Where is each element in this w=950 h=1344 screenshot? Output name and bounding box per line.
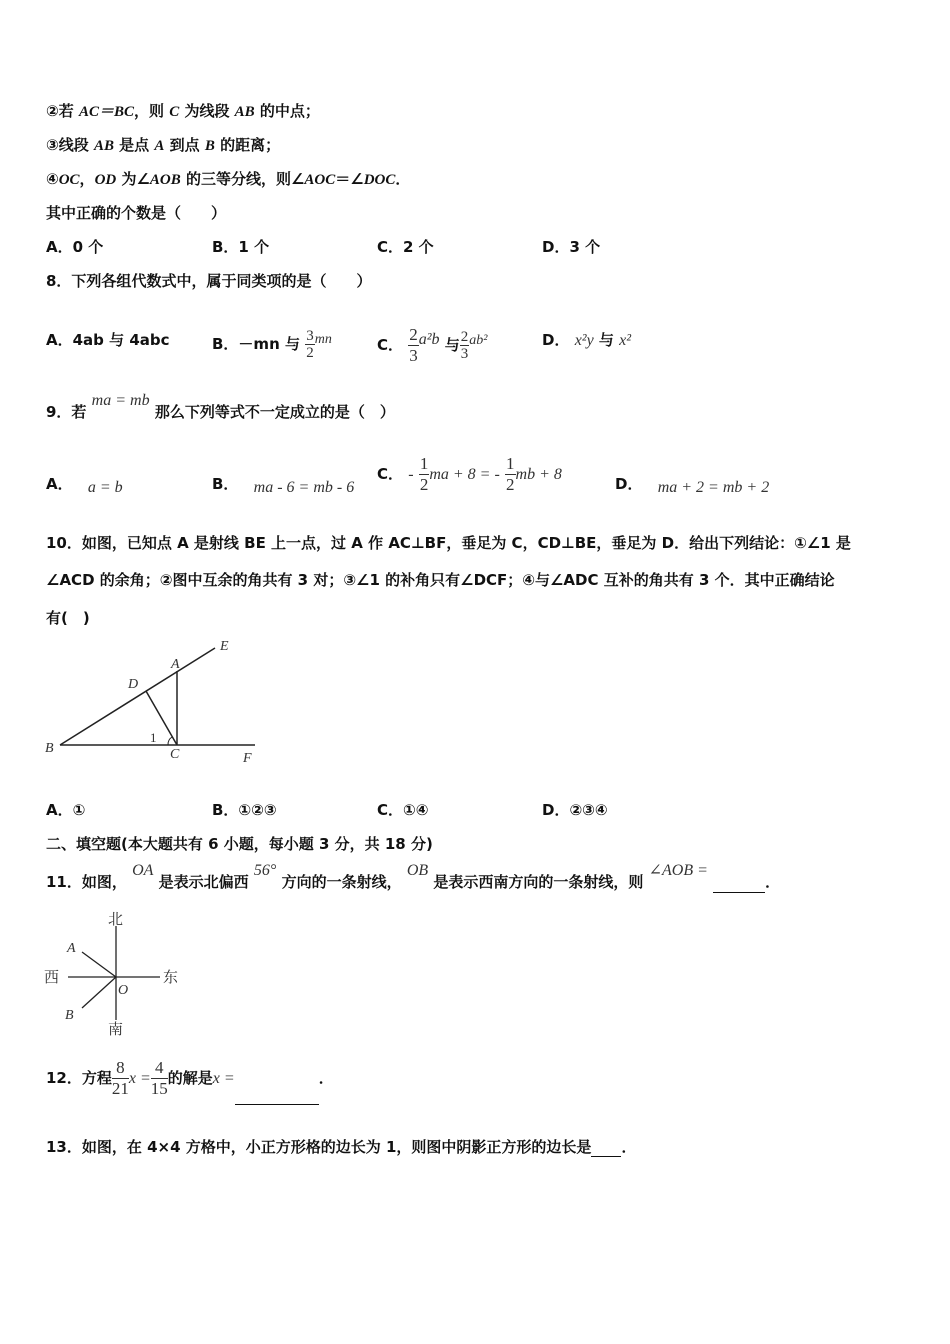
q9-option-b	[212, 474, 354, 495]
fraction	[408, 325, 419, 366]
math-text: B	[204, 138, 215, 154]
label-b: B	[45, 741, 54, 756]
q10-option-b: B．①②③	[212, 801, 277, 819]
label-north: 北	[108, 912, 124, 928]
text: ，	[79, 170, 95, 188]
angle-1-arc	[168, 737, 172, 745]
math-text: AOC	[304, 172, 336, 188]
q11-stem	[46, 862, 781, 893]
numerator: 3	[306, 328, 314, 344]
text: 为线段	[179, 102, 235, 120]
option-label: C．	[377, 465, 404, 483]
math-text: mn	[314, 332, 332, 347]
math-text: DOC	[363, 172, 396, 188]
math-text: ma = mb	[91, 392, 150, 409]
q10-line-1: 10．如图，已知点 A 是射线 BE 上一点，过 A 作 AC⊥BF，垂足为 C，CD⊥BE，垂足为 D．给出下列结论：①∠1 是	[46, 534, 851, 552]
math-text: x =	[128, 1070, 151, 1087]
option-label: B．	[212, 475, 239, 493]
text: 是表示西南方向的一条射线，则	[433, 873, 644, 891]
label-d: D	[128, 677, 139, 692]
text: 12．方程	[46, 1069, 112, 1087]
q9-option-d	[615, 474, 769, 495]
text: 为∠	[116, 170, 150, 188]
math-text: OB	[406, 862, 429, 879]
math-text: x =	[212, 1070, 235, 1087]
text: 方向的一条射线，	[281, 873, 402, 891]
q9-option-a	[46, 474, 123, 495]
text: 13．如图，在 4×4 方格中，小正方形格的边长为 1，则图中阴影正方形的边长是	[46, 1138, 592, 1156]
math-text: AOB	[149, 172, 181, 188]
denominator: 3	[409, 346, 418, 365]
math-text: AB	[234, 104, 255, 120]
fraction	[505, 454, 516, 495]
label-east: 东	[163, 970, 179, 986]
numerator: 8	[112, 1058, 129, 1079]
numerator: 4	[151, 1058, 168, 1079]
label-south: 南	[108, 1022, 124, 1038]
denominator: 2	[506, 475, 515, 494]
statement-2	[46, 101, 320, 122]
text: ，则	[133, 102, 170, 120]
math-text: ma - 6 = mb - 6	[253, 479, 355, 496]
math-text: -	[408, 466, 414, 483]
fraction	[305, 328, 315, 361]
text: 的中点；	[254, 102, 320, 120]
denominator: 2	[306, 345, 314, 361]
q8-option-c	[377, 312, 488, 373]
option-label: D．	[615, 475, 643, 493]
text: 是表示北偏西	[158, 873, 249, 891]
label-a: A	[67, 941, 76, 956]
statement-3	[46, 135, 280, 156]
fraction	[112, 1058, 129, 1099]
text: ．	[318, 1069, 334, 1087]
math-text: OA	[132, 862, 154, 879]
math-text: OC	[58, 172, 80, 188]
label-b: B	[65, 1008, 74, 1023]
math-text: ma + 8 = -	[429, 466, 500, 483]
fraction	[460, 329, 470, 362]
text: 是点	[113, 136, 155, 154]
math-text: x²y	[574, 332, 594, 349]
section-heading: 二、填空题(本大题共有 6 小题，每小题 3 分，共 18 分)	[46, 835, 433, 853]
label-e: E	[220, 639, 229, 654]
q7-option-a: A．0 个	[46, 238, 104, 256]
q10-figure	[40, 630, 270, 770]
label-west: 西	[44, 970, 60, 986]
q9-option-c	[377, 448, 562, 501]
text: 那么下列等式不一定成立的是（ ）	[154, 403, 395, 421]
math-text: 56°	[253, 862, 277, 879]
numerator: 2	[460, 329, 469, 345]
numerator: 1	[506, 454, 515, 473]
math-text: x²	[619, 332, 632, 349]
denominator: 15	[150, 1079, 168, 1098]
q10-line-3: 有( )	[46, 609, 90, 627]
math-text: a = b	[87, 479, 123, 496]
q10-option-d: D．②③④	[542, 801, 608, 819]
denominator: 2	[419, 475, 429, 494]
option-label: B．－mn 与	[212, 335, 300, 353]
q10-line-2: ∠ACD 的余角；②图中互余的角共有 3 对；③∠1 的补角只有∠DCF；④与∠ADC 互补的角共有 3 个．其中正确结论	[46, 571, 835, 589]
text: ③线段	[46, 136, 94, 154]
text: 到点	[164, 136, 205, 154]
option-label: D．	[542, 331, 570, 349]
q7-option-b: B．1 个	[212, 238, 270, 256]
q12-stem	[46, 1052, 334, 1105]
ray-ob	[82, 977, 116, 1008]
text: 9．若	[46, 403, 87, 421]
q8-option-a: A．4ab 与 4abc	[46, 331, 170, 349]
q7-option-c: C．2 个	[377, 238, 434, 256]
q11-compass-figure	[40, 908, 190, 1038]
math-text: AB	[93, 138, 114, 154]
statement-4	[46, 169, 410, 190]
q7-stem: 其中正确的个数是（ ）	[46, 204, 227, 222]
label-angle-1: 1	[150, 730, 157, 745]
text: ．	[765, 873, 781, 891]
text: 11．如图，	[46, 873, 127, 891]
fraction	[151, 1058, 168, 1099]
text: ＝∠	[335, 170, 364, 188]
math-text: ma + 2 = mb + 2	[657, 479, 770, 496]
answer-blank[interactable]	[591, 1138, 621, 1157]
label-f: F	[243, 751, 252, 766]
math-text: mb + 8	[515, 466, 562, 483]
q9-stem	[46, 392, 395, 423]
text: 的解是	[167, 1069, 213, 1087]
q7-option-d: D．3 个	[542, 238, 601, 256]
numerator: 2	[409, 325, 418, 344]
math-text: A	[154, 138, 165, 154]
ray-be	[60, 648, 215, 745]
option-label: A．	[46, 475, 73, 493]
text: ．	[395, 170, 411, 188]
text: 的三等分线，则∠	[180, 170, 305, 188]
answer-blank[interactable]	[713, 892, 765, 893]
fraction	[419, 454, 430, 495]
numerator: 1	[419, 454, 429, 473]
text: ②若	[46, 102, 79, 120]
q8-option-d	[542, 330, 631, 351]
math-text: AC＝BC	[78, 104, 134, 120]
q13-stem	[46, 1137, 636, 1157]
q8-stem: 8．下列各组代数式中，属于同类项的是（ ）	[46, 272, 372, 290]
denominator: 21	[111, 1079, 129, 1098]
text: 与	[598, 331, 614, 349]
math-text: C	[169, 104, 180, 120]
denominator: 3	[460, 346, 469, 362]
q10-option-a: A．①	[46, 801, 86, 819]
q10-option-c: C．①④	[377, 801, 429, 819]
ray-oa	[82, 952, 116, 977]
text: ．	[621, 1138, 637, 1156]
answer-blank[interactable]	[235, 1084, 319, 1105]
math-text: ab²	[469, 333, 488, 348]
math-text: a²b	[418, 331, 440, 348]
option-label: C．	[377, 336, 404, 354]
q8-option-b	[212, 312, 332, 372]
text: 与	[444, 336, 460, 354]
label-o: O	[118, 983, 129, 998]
text: ④	[46, 170, 59, 188]
math-text: OD	[94, 172, 117, 188]
label-c: C	[170, 747, 180, 762]
text: 的距离；	[214, 136, 281, 154]
math-text: ∠AOB =	[648, 862, 708, 879]
label-a: A	[171, 657, 180, 672]
